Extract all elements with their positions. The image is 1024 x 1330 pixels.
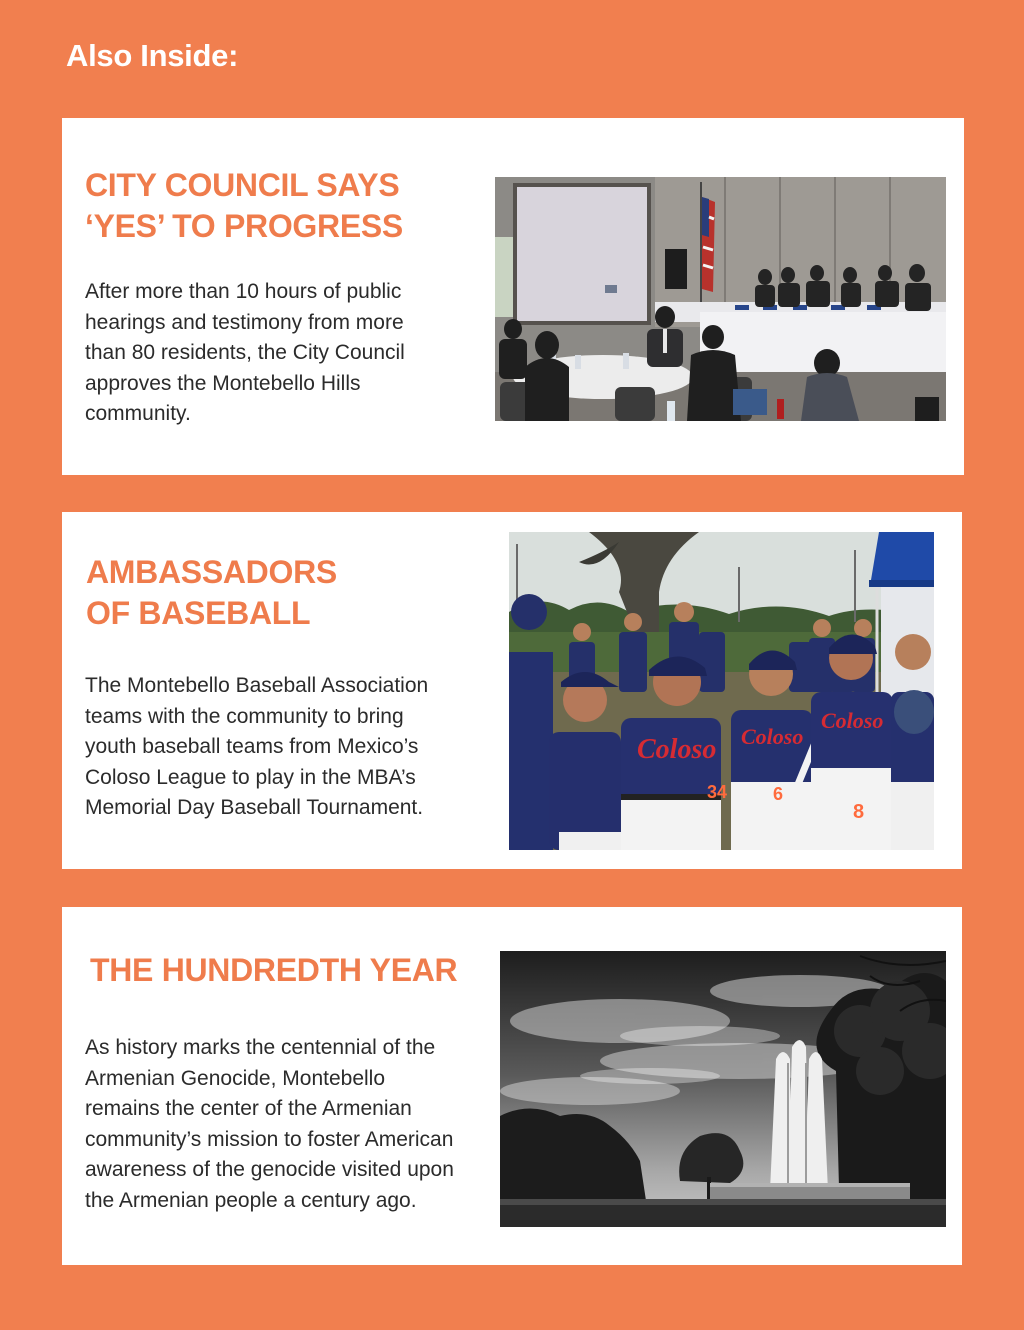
article-title: CITY COUNCIL SAYS ‘YES’ TO PROGRESS [85,167,403,244]
jersey-number: 6 [773,784,784,804]
article-body: The Montebello Baseball Association teams with the community to bring youth baseball teams from Mexico’s Coloso League to play in the MBA’s Memorial Day Baseball Tournament. [85,674,429,819]
article-card-baseball [62,512,962,869]
article-body: After more than 10 hours of public hearings and testimony from more than 80 residents, the City Council approves the Montebello Hills community. [85,280,405,425]
jersey-number: 8 [853,801,865,823]
article-title: AMBASSADORS OF BASEBALL [86,554,337,631]
article-card-hundredth-year [62,907,962,1265]
article-card-city-council [62,118,964,475]
jersey-lettering: Coloso [741,724,804,749]
jersey-lettering: Coloso [637,734,717,765]
youth-baseball-team-photo [509,532,934,850]
article-title: THE HUNDREDTH YEAR [90,952,458,988]
article-body: As history marks the centennial of the Armenian Genocide, Montebello remains the center of the Armenian community’s mission to foster American awareness of the genocide visited upon the Armenian people a century ago. [85,1036,454,1212]
armenian-monument-photo [500,951,946,1227]
city-council-hearing-photo [495,177,946,421]
page-heading: Also Inside: [66,38,239,73]
jersey-number: 34 [707,782,728,802]
jersey-lettering: Coloso [821,708,884,733]
